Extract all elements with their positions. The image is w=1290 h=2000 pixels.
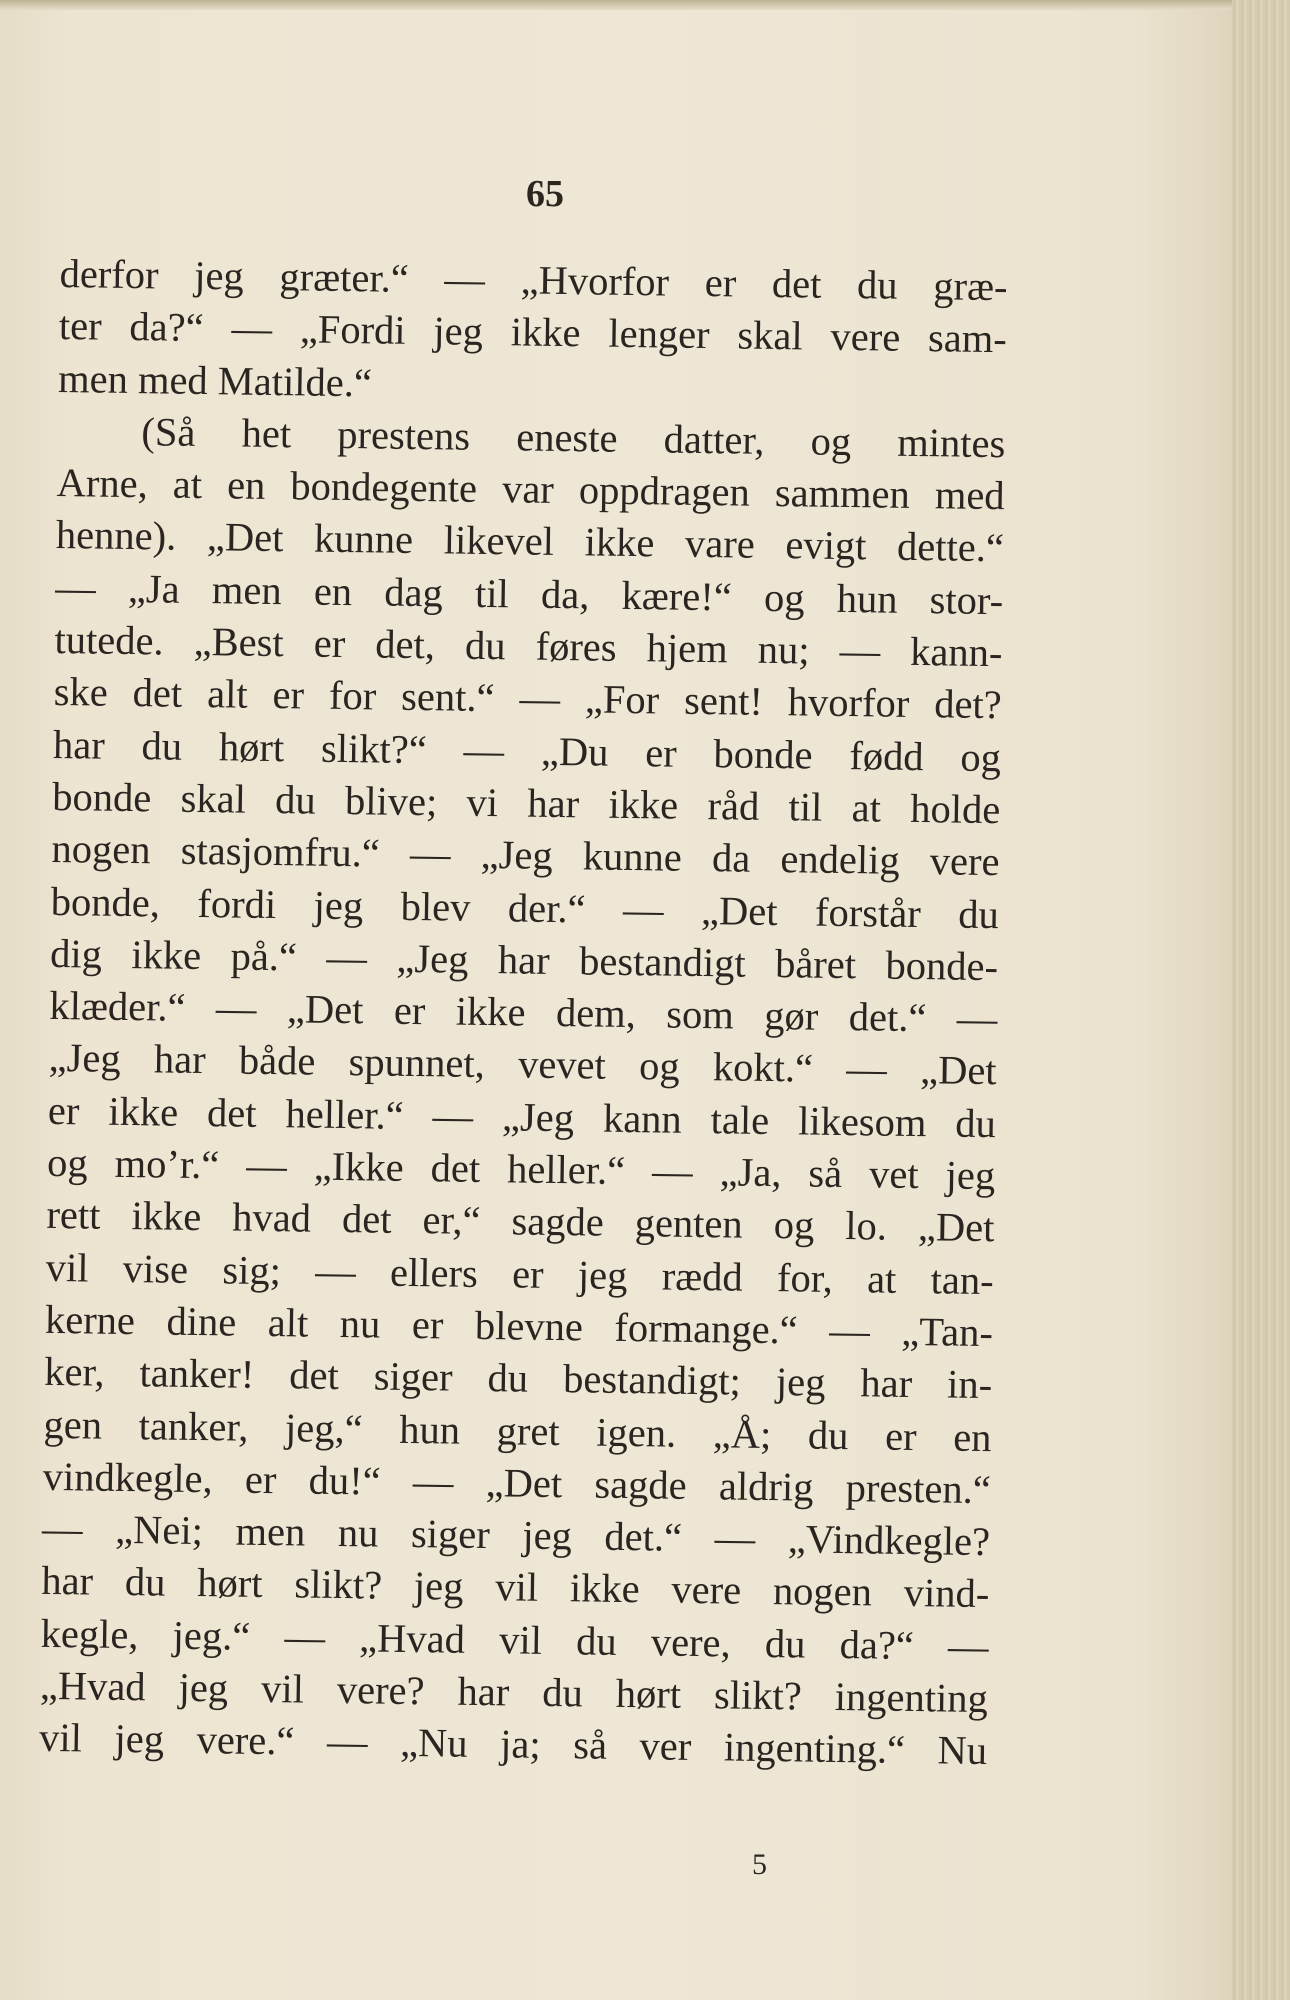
text-line: kerne dine alt nu er blevne formange.“ — „Tan-: [44, 1296, 994, 1356]
text-line: — „Ja men en dag til da, kære!“ og hun stor-: [54, 564, 1004, 623]
text-line: bonde skal du blive; vi har ikke råd til at holde: [52, 773, 1001, 833]
page-edge-stack: [1232, 0, 1290, 2000]
page-number: 65: [526, 173, 564, 215]
text-line: (Så het prestens eneste datter, og mintes: [141, 409, 1006, 467]
text-line: har du hørt slikt?“ — „Du er bonde fødd og: [52, 721, 1002, 780]
text-line: og mo’r.“ — „Ikke det heller.“ — „Ja, så vet jeg: [46, 1139, 996, 1199]
text-line: henne). „Det kunne likevel ikke vare evigt dette.“: [55, 512, 1005, 571]
text-line: derfor jeg græter.“ — „Hvorfor er det du græ-: [59, 250, 1008, 310]
text-line: — „Nei; men nu siger jeg det.“ — „Vindkegle?: [41, 1506, 991, 1565]
text-line: rett ikke hvad det er,“ sagde genten og lo. „Det: [46, 1192, 995, 1251]
text-line: klæder.“ — „Det er ikke dem, som gør det.“ —: [49, 983, 998, 1042]
signature-mark: 5: [752, 1848, 767, 1881]
text-line: ter da?“ — „Fordi jeg ikke lenger skal vere sam-: [58, 303, 1008, 362]
text-line: vil jeg vere.“ — „Nu ja; så ver ingenting.“ Nu: [38, 1715, 988, 1774]
text-line: dig ikke på.“ — „Jeg har bestandigt båret bonde-: [49, 930, 999, 990]
text-line: kegle, jeg.“ — „Hvad vil du vere, du da?“ —: [40, 1610, 989, 1669]
text-line: tutede. „Best er det, du føres hjem nu; — kann-: [54, 617, 1003, 676]
text-line: nogen stasjomfru.“ — „Jeg kunne da endelig vere: [51, 826, 1000, 885]
text-line: vil vise sig; — ellers er jeg rædd for, at tan-: [45, 1244, 994, 1303]
text-line: Arne, at en bondegente var oppdragen sammen med: [56, 460, 1005, 519]
body-text: [39, 248, 1008, 1778]
text-line: „Hvad jeg vil vere? har du hørt slikt? ingenting: [39, 1662, 989, 1722]
text-line: men med Matilde.“: [57, 355, 373, 405]
text-line: vindkegle, er du!“ — „Det sagde aldrig presten.“: [42, 1453, 992, 1512]
text-line: bonde, fordi jeg blev der.“ — „Det forstår du: [50, 878, 1000, 937]
text-line: gen tanker, jeg,“ hun gret igen. „Å; du er en: [43, 1401, 992, 1460]
text-line: ske det alt er for sent.“ — „For sent! hvorfor det?: [53, 669, 1003, 728]
text-line: ker, tanker! det siger du bestandigt; jeg har in-: [43, 1349, 993, 1408]
text-line: „Jeg har både spunnet, vevet og kokt.“ — „Det: [48, 1035, 997, 1094]
text-line: har du hørt slikt? jeg vil ikke vere nogen vind-: [41, 1558, 990, 1617]
text-line: er ikke det heller.“ — „Jeg kann tale likesom du: [47, 1087, 997, 1146]
page-top-edge: [0, 0, 1232, 10]
